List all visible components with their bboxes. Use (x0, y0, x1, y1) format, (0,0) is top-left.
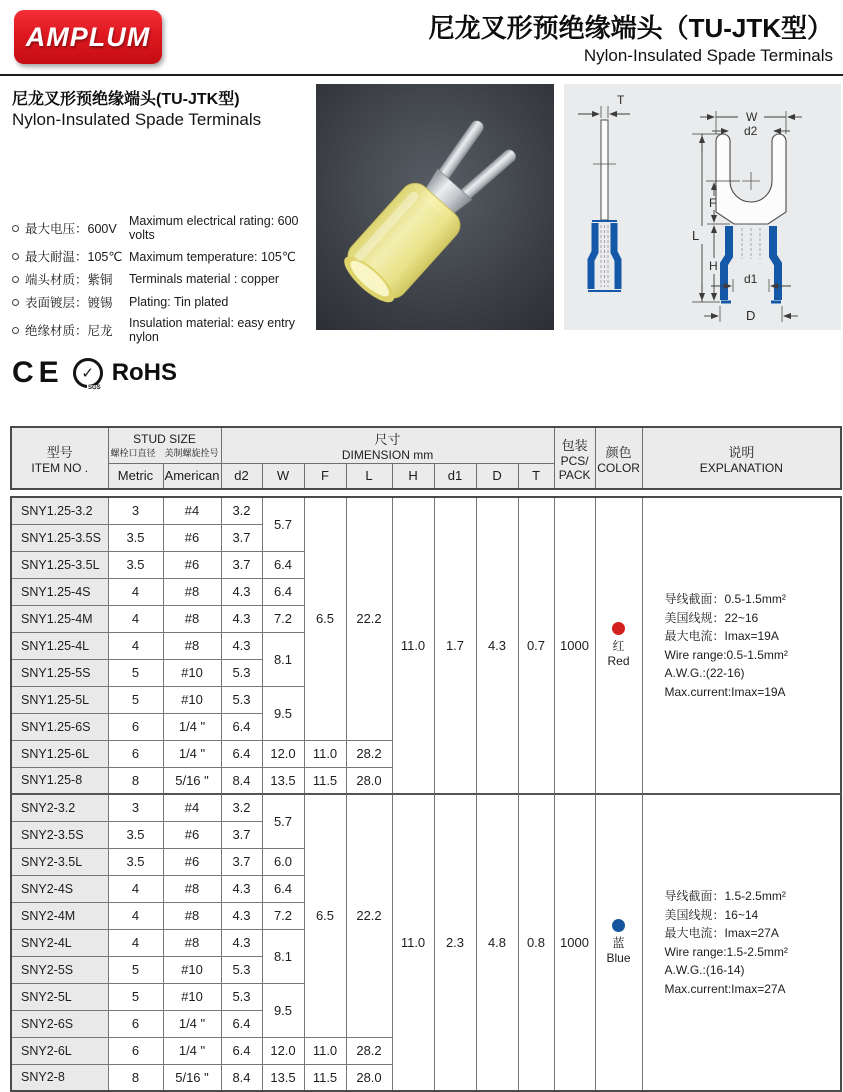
explanation-line: 导线截面：0.5-1.5mm² (664, 592, 786, 606)
spec-table-section (10, 426, 833, 1092)
col-header-h: H (392, 463, 434, 489)
dimension-cell: 3.2 (221, 497, 262, 524)
dimension-cell: 8.1 (262, 929, 304, 983)
dimension-cell: 12.0 (262, 1037, 304, 1064)
dim-label-f: F (709, 196, 717, 210)
explanation-line: 最大电流：Imax=27A (664, 926, 779, 940)
dimension-cell: 3 (108, 794, 163, 821)
dimension-cell: 22.2 (346, 497, 392, 740)
dimension-cell: 4.3 (221, 632, 262, 659)
dimension-cell: 4.8 (476, 794, 518, 1091)
spec-label-en: Terminals material : copper (129, 272, 280, 286)
dim-label-t: T (617, 93, 625, 107)
item-no-cell: SNY1.25-8 (11, 767, 108, 794)
page-header (0, 0, 843, 70)
dimension-cell: 4 (108, 605, 163, 632)
bullet-icon (12, 327, 19, 334)
dimension-cell: 5/16 " (163, 1064, 221, 1091)
dimension-cell: #6 (163, 551, 221, 578)
spec-label-cn: 端头材质：紫铜 (25, 273, 113, 287)
dimension-cell: 28.2 (346, 1037, 392, 1064)
stud-size-sublabel: 螺栓口直径 美制螺旋拴号 (110, 447, 219, 458)
dimension-cell: 4 (108, 902, 163, 929)
dimension-cell: 2.3 (434, 794, 476, 1091)
col-header-l: L (346, 463, 392, 489)
col-header-explanation (642, 427, 841, 489)
dimension-cell: 5.3 (221, 956, 262, 983)
dimension-cell: #8 (163, 902, 221, 929)
dimension-cell: 6.4 (221, 1010, 262, 1037)
explanation-cell (642, 497, 841, 794)
dimension-cell: 6.5 (304, 497, 346, 740)
dimension-cell: 28.0 (346, 767, 392, 794)
product-photo (316, 84, 554, 330)
dimension-cell: 6 (108, 1037, 163, 1064)
amplum-logo (14, 10, 162, 64)
dimension-cell: 5.3 (221, 659, 262, 686)
color-label-cn: 颜色 (605, 444, 632, 460)
dimension-cell: 3.5 (108, 848, 163, 875)
spade-terminal-photo-art (316, 84, 554, 330)
col-header-american: American (163, 463, 221, 489)
dimension-cell: 3.7 (221, 848, 262, 875)
dim-label-h: H (709, 259, 718, 273)
dimension-cell: 12.0 (262, 740, 304, 767)
item-no-cell: SNY1.25-5S (11, 659, 108, 686)
explanation-line: 最大电流：Imax=19A (664, 629, 779, 643)
dimension-cell: 1000 (554, 497, 595, 794)
dimension-cell: 6 (108, 713, 163, 740)
spec-item (12, 293, 306, 311)
pack-label-en2: PACK (558, 467, 591, 482)
dimension-cell: #10 (163, 983, 221, 1010)
rohs-mark: RoHS (111, 359, 178, 386)
color-dot-icon (612, 919, 625, 932)
col-header-pack (554, 427, 595, 489)
spec-item (12, 247, 306, 265)
explanation-line: Wire range:0.5-1.5mm² (664, 647, 788, 662)
dimension-cell: #10 (163, 659, 221, 686)
ce-mark-icon: CE (12, 356, 64, 389)
dimension-cell: #10 (163, 956, 221, 983)
dimension-cell: #4 (163, 497, 221, 524)
dimension-cell: 6 (108, 740, 163, 767)
explanation-line: Wire range:1.5-2.5mm² (664, 944, 788, 959)
color-name-cn: 蓝 (612, 936, 625, 950)
spec-item (12, 270, 306, 288)
spec-table (10, 496, 842, 1092)
dimension-cell: 5 (108, 956, 163, 983)
dimension-label-cn: 尺寸 (374, 431, 401, 447)
dimension-cell: 3.7 (221, 524, 262, 551)
dimension-cell: 11.0 (392, 497, 434, 794)
dimension-cell: 11.0 (392, 794, 434, 1091)
dim-label-w: W (746, 110, 758, 124)
dimension-cell: 4.3 (221, 578, 262, 605)
product-name-cn: 尼龙叉形预绝缘端头(TU-JTK型) (12, 91, 240, 108)
item-no-cell: SNY1.25-5L (11, 686, 108, 713)
page-title-en: Nylon-Insulated Spade Terminals (583, 45, 833, 65)
dimension-cell: 3.7 (221, 551, 262, 578)
dim-label-l: L (692, 228, 700, 243)
item-header-cn: 型号 (46, 444, 73, 460)
product-info (12, 84, 306, 390)
color-cell (595, 497, 642, 794)
spec-label-cn: 最大耐温：105℃ (25, 250, 123, 264)
col-header-d2: d2 (221, 463, 262, 489)
product-section (0, 76, 843, 390)
dimension-cell: 3.5 (108, 821, 163, 848)
dimension-cell: 8.4 (221, 767, 262, 794)
item-no-cell: SNY1.25-6L (11, 740, 108, 767)
dimension-cell: 1/4 " (163, 1037, 221, 1064)
dimension-diagram-art (564, 84, 841, 330)
item-no-cell: SNY2-3.2 (11, 794, 108, 821)
dimension-cell: 6.4 (262, 578, 304, 605)
dimension-cell: 4.3 (221, 875, 262, 902)
dimension-cell: 6.0 (262, 848, 304, 875)
stud-size-label: STUD SIZE (133, 431, 196, 446)
dimension-cell: 1/4 " (163, 713, 221, 740)
dimension-cell: 11.5 (304, 1064, 346, 1091)
dimension-cell: 3.5 (108, 551, 163, 578)
dimension-cell: 6.5 (304, 794, 346, 1037)
dim-label-d2: d2 (744, 124, 758, 138)
spec-item (12, 316, 306, 344)
page-title-cn: 尼龙叉形预绝缘端头（TU-JTK型） (428, 13, 833, 43)
dimension-cell: 9.5 (262, 983, 304, 1037)
item-no-cell: SNY2-5L (11, 983, 108, 1010)
dimension-cell: 3 (108, 497, 163, 524)
dim-label-d: D (746, 308, 756, 323)
spec-label-cn: 最大电压：600V (25, 222, 117, 236)
item-no-cell: SNY1.25-3.2 (11, 497, 108, 524)
dimension-cell: 8 (108, 1064, 163, 1091)
spec-label-en: Maximum temperature: 105℃ (129, 249, 296, 264)
dimension-cell: 4 (108, 929, 163, 956)
dimension-cell: 1/4 " (163, 740, 221, 767)
item-no-cell: SNY1.25-3.5S (11, 524, 108, 551)
explanation-line: A.W.G.:(16-14) (664, 963, 745, 977)
dimension-cell: 4.3 (476, 497, 518, 794)
sgs-label: SGS (88, 385, 101, 391)
dimension-cell: 0.7 (518, 497, 554, 794)
item-no-cell: SNY2-3.5L (11, 848, 108, 875)
certification-logos (12, 356, 306, 390)
col-header-dimension (221, 427, 554, 463)
color-dot-icon (612, 622, 625, 635)
dimension-cell: 4.3 (221, 929, 262, 956)
dimension-cell: 5/16 " (163, 767, 221, 794)
dimension-cell: 4 (108, 578, 163, 605)
dimension-cell: #8 (163, 605, 221, 632)
item-no-cell: SNY2-3.5S (11, 821, 108, 848)
dimension-cell: 13.5 (262, 1064, 304, 1091)
dimension-cell: 8 (108, 767, 163, 794)
dimension-cell: 4.3 (221, 605, 262, 632)
col-header-item-no (11, 427, 108, 489)
dimension-cell: 6.4 (221, 740, 262, 767)
dimension-cell: 3.2 (221, 794, 262, 821)
item-no-cell: SNY1.25-4M (11, 605, 108, 632)
bullet-icon (12, 225, 19, 232)
col-header-d: D (476, 463, 518, 489)
dimension-cell: 1000 (554, 794, 595, 1091)
table-row (11, 497, 841, 524)
item-no-cell: SNY2-8 (11, 1064, 108, 1091)
dimension-cell: 7.2 (262, 605, 304, 632)
dimension-cell: #6 (163, 848, 221, 875)
spec-label-cn: 表面镀层：镀锡 (25, 296, 113, 310)
dimension-cell: #6 (163, 821, 221, 848)
col-header-t: T (518, 463, 554, 489)
item-no-cell: SNY2-5S (11, 956, 108, 983)
col-header-d1: d1 (434, 463, 476, 489)
dimension-cell: 3.5 (108, 524, 163, 551)
explanation-label-cn: 说明 (728, 444, 755, 460)
spec-item (12, 214, 306, 242)
dimension-cell: 11.0 (304, 740, 346, 767)
dimension-cell: 5.3 (221, 686, 262, 713)
dimension-cell: 5.7 (262, 794, 304, 848)
item-no-cell: SNY1.25-4L (11, 632, 108, 659)
dimension-cell: 4 (108, 875, 163, 902)
explanation-line: Max.current:Imax=19A (664, 684, 786, 699)
item-no-cell: SNY2-4S (11, 875, 108, 902)
pack-label-en1: PCS/ (560, 453, 589, 468)
explanation-line: 导线截面：1.5-2.5mm² (664, 889, 786, 903)
dimension-cell: 28.0 (346, 1064, 392, 1091)
dimension-cell: 5 (108, 983, 163, 1010)
color-label-en: COLOR (597, 460, 640, 475)
spec-table-header (10, 426, 842, 490)
dimension-cell: 1.7 (434, 497, 476, 794)
spec-list (12, 214, 306, 344)
item-no-cell: SNY1.25-4S (11, 578, 108, 605)
logo-text: AMPLUM (25, 21, 151, 52)
product-name-en: Nylon-Insulated Spade Terminals (12, 110, 262, 129)
dimension-cell: 3.7 (221, 821, 262, 848)
color-cell (595, 794, 642, 1091)
dimension-cell: #8 (163, 929, 221, 956)
dimension-cell: 4.3 (221, 902, 262, 929)
explanation-line: 美国线规：22~16 (664, 610, 759, 625)
bullet-icon (12, 276, 19, 283)
color-name-en: Red (607, 654, 630, 668)
spec-table-body (11, 497, 841, 1091)
dimension-cell: #8 (163, 875, 221, 902)
dimension-cell: 5.7 (262, 497, 304, 551)
dimension-cell: 6.4 (262, 551, 304, 578)
dimension-cell: 8.4 (221, 1064, 262, 1091)
dimension-cell: #4 (163, 794, 221, 821)
dimension-cell: 11.5 (304, 767, 346, 794)
explanation-label-en: EXPLANATION (699, 460, 783, 475)
table-row (11, 794, 841, 821)
item-no-cell: SNY1.25-3.5L (11, 551, 108, 578)
page-title-block (429, 10, 833, 66)
spec-label-en: Insulation material: easy entry nylon (129, 316, 296, 344)
bullet-icon (12, 299, 19, 306)
explanation-cell (642, 794, 841, 1091)
dimension-cell: #10 (163, 686, 221, 713)
dimension-label-en: DIMENSION mm (341, 447, 434, 462)
spec-label-en: Plating: Tin plated (129, 295, 229, 309)
item-no-cell: SNY1.25-6S (11, 713, 108, 740)
dimension-cell: 28.2 (346, 740, 392, 767)
item-no-cell: SNY2-4L (11, 929, 108, 956)
col-header-w: W (262, 463, 304, 489)
explanation-line: 美国线规：16~14 (664, 907, 759, 922)
col-header-color (595, 427, 642, 489)
dimension-cell: 1/4 " (163, 1010, 221, 1037)
explanation-line: A.W.G.:(22-16) (664, 666, 745, 680)
dimension-cell: 6.4 (262, 875, 304, 902)
dimension-cell: 6.4 (221, 1037, 262, 1064)
dimension-cell: 13.5 (262, 767, 304, 794)
color-name-en: Blue (606, 951, 631, 965)
item-no-cell: SNY2-6L (11, 1037, 108, 1064)
dimension-cell: 22.2 (346, 794, 392, 1037)
dimension-cell: 5 (108, 686, 163, 713)
dimension-cell: 5.3 (221, 983, 262, 1010)
spec-label-cn: 绝缘材质：尼龙 (25, 324, 113, 338)
color-name-cn: 红 (612, 639, 625, 653)
item-header-en: ITEM NO . (31, 460, 89, 475)
dimension-cell: 4 (108, 632, 163, 659)
dimension-cell: 6 (108, 1010, 163, 1037)
dimension-cell: 6.4 (221, 713, 262, 740)
col-header-stud-size (108, 427, 221, 463)
sgs-mark-icon: ✓ SGS (73, 358, 103, 388)
pack-label-cn: 包装 (561, 437, 588, 453)
dim-label-d1: d1 (744, 272, 758, 286)
dimension-cell: #8 (163, 632, 221, 659)
item-no-cell: SNY2-4M (11, 902, 108, 929)
dimension-cell: 11.0 (304, 1037, 346, 1064)
dimension-cell: 8.1 (262, 632, 304, 686)
bullet-icon (12, 253, 19, 260)
dimension-cell: #8 (163, 578, 221, 605)
dimension-cell: 0.8 (518, 794, 554, 1091)
explanation-line: Max.current:Imax=27A (664, 981, 786, 996)
item-no-cell: SNY2-6S (11, 1010, 108, 1037)
dimension-cell: 9.5 (262, 686, 304, 740)
dimension-diagram (564, 84, 841, 330)
dimension-cell: #6 (163, 524, 221, 551)
dimension-cell: 5 (108, 659, 163, 686)
spec-label-en: Maximum electrical rating: 600 volts (129, 214, 299, 242)
dimension-cell: 7.2 (262, 902, 304, 929)
col-header-metric: Metric (108, 463, 163, 489)
col-header-f: F (304, 463, 346, 489)
